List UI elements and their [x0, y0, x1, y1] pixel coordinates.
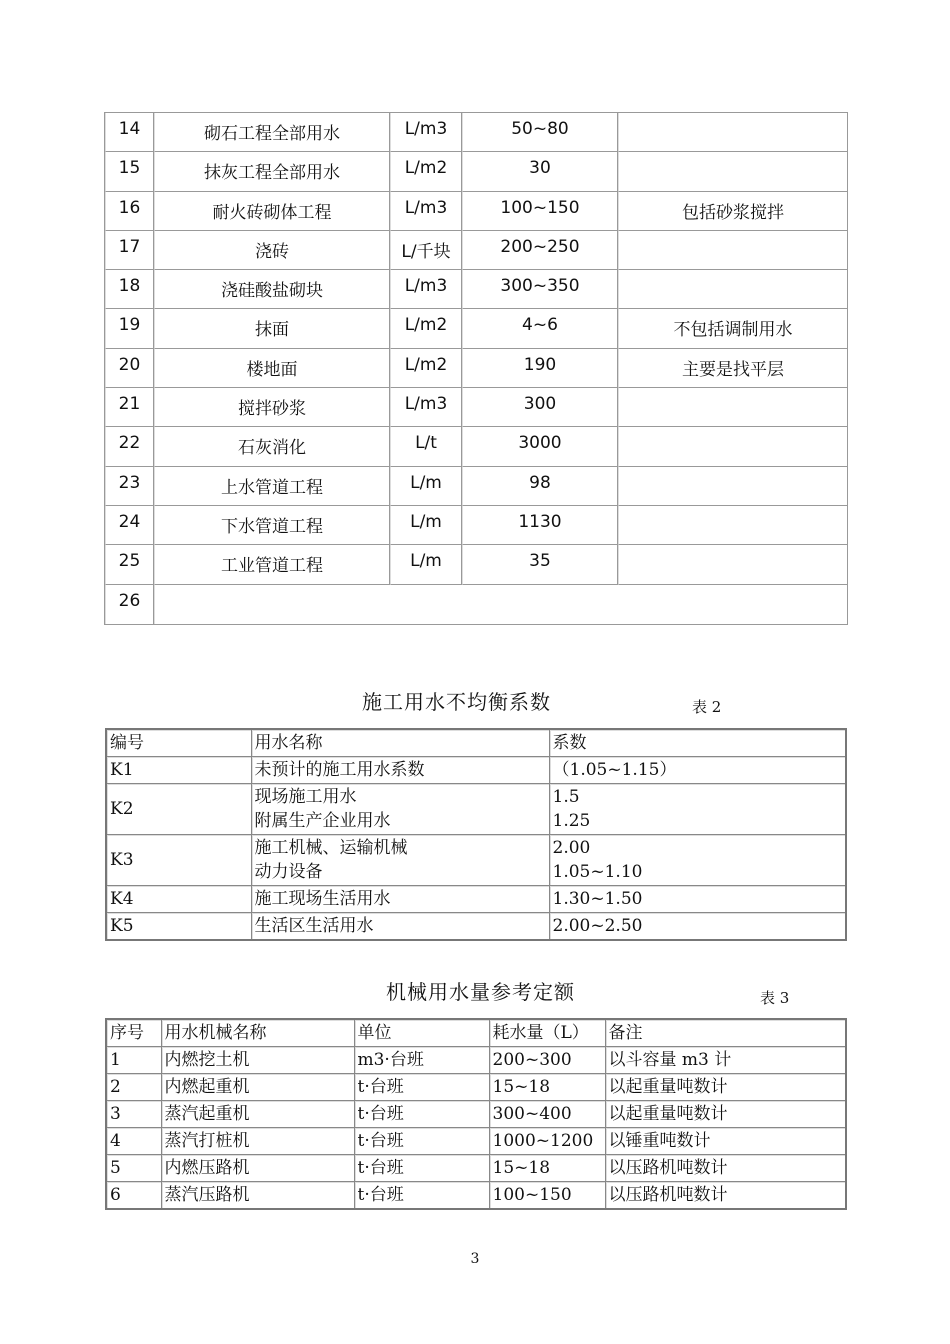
water-quantity: 100~150 — [462, 192, 618, 231]
remark — [618, 113, 847, 152]
table-row — [105, 427, 847, 466]
row-number: 3 — [106, 1101, 161, 1128]
table-row — [105, 349, 847, 388]
water-quantity: 4~6 — [462, 309, 618, 348]
remark — [618, 270, 847, 309]
table-header-row — [106, 1019, 846, 1047]
unit: L/千块 — [390, 231, 462, 270]
water-consumption: 100~150 — [489, 1182, 605, 1210]
unit: L/m — [390, 545, 462, 584]
row-number: 2 — [106, 1074, 161, 1101]
table-row — [106, 835, 846, 886]
table-row — [105, 113, 847, 152]
table-row — [105, 152, 847, 191]
water-quantity: 98 — [462, 467, 618, 506]
unit: L/m3 — [390, 113, 462, 152]
item-name: 抹灰工程全部用水 — [154, 152, 390, 191]
water-usage-table-continued — [104, 112, 848, 625]
row-number: 5 — [106, 1155, 161, 1182]
item-name: 耐火砖砌体工程 — [154, 192, 390, 231]
usage-name-line: 未预计的施工用水系数 — [254, 760, 425, 780]
remark: 以斗容量 m3 计 — [605, 1047, 846, 1074]
table2-label: 表 2 — [692, 698, 722, 716]
row-number: 26 — [105, 585, 154, 624]
unit: L/m — [390, 467, 462, 506]
coefficient-code: K4 — [106, 886, 251, 913]
table-row — [106, 1047, 846, 1074]
unit: t·台班 — [354, 1128, 489, 1155]
machine-name: 蒸汽打桩机 — [161, 1128, 354, 1155]
row-number: 25 — [105, 545, 154, 584]
water-quantity: 190 — [462, 349, 618, 388]
row-number: 16 — [105, 192, 154, 231]
usage-name-line: 附属生产企业用水 — [254, 811, 391, 831]
remark: 以压路机吨数计 — [605, 1182, 846, 1210]
usage-name — [251, 784, 549, 835]
coefficient-value — [549, 913, 846, 941]
row-number: 24 — [105, 506, 154, 545]
water-quantity: 35 — [462, 545, 618, 584]
remark: 主要是找平层 — [618, 349, 847, 388]
column-header: 耗水量（L） — [489, 1019, 605, 1047]
water-consumption: 15~18 — [489, 1074, 605, 1101]
table-row — [106, 913, 846, 941]
remark — [618, 152, 847, 191]
table-row — [106, 1074, 846, 1101]
table-header-row — [106, 729, 846, 757]
remark: 以压路机吨数计 — [605, 1155, 846, 1182]
remark — [618, 427, 847, 466]
usage-name — [251, 757, 549, 784]
row-number: 15 — [105, 152, 154, 191]
usage-name-line: 动力设备 — [254, 862, 323, 882]
unit: L/m — [390, 506, 462, 545]
row-number: 19 — [105, 309, 154, 348]
usage-name-line: 生活区生活用水 — [254, 916, 374, 936]
coefficient-line: 1.25 — [552, 811, 591, 831]
water-quantity: 300~350 — [462, 270, 618, 309]
remark — [618, 467, 847, 506]
usage-name-line: 施工现场生活用水 — [254, 889, 391, 909]
usage-name — [251, 913, 549, 941]
table-row — [105, 467, 847, 506]
row-number: 4 — [106, 1128, 161, 1155]
row-number: 18 — [105, 270, 154, 309]
water-quantity: 50~80 — [462, 113, 618, 152]
water-quantity: 200~250 — [462, 231, 618, 270]
row-number: 6 — [106, 1182, 161, 1210]
water-consumption: 15~18 — [489, 1155, 605, 1182]
row-number: 23 — [105, 467, 154, 506]
machine-name: 蒸汽起重机 — [161, 1101, 354, 1128]
nonuniform-coefficient-table — [105, 728, 847, 941]
water-consumption: 1000~1200 — [489, 1128, 605, 1155]
usage-name-line: 施工机械、运输机械 — [254, 838, 408, 858]
table-row — [106, 1128, 846, 1155]
table-row — [106, 757, 846, 784]
remark — [618, 388, 847, 427]
water-quantity: 300 — [462, 388, 618, 427]
water-consumption: 200~300 — [489, 1047, 605, 1074]
table-row — [106, 1155, 846, 1182]
page-number: 3 — [470, 1251, 480, 1267]
coefficient-value — [549, 757, 846, 784]
coefficient-line: 2.00 — [552, 838, 591, 858]
machinery-water-table — [105, 1018, 847, 1210]
coefficient-line: 1.05~1.10 — [552, 862, 643, 882]
item-name: 下水管道工程 — [154, 506, 390, 545]
coefficient-value — [549, 835, 846, 886]
table-row — [106, 1182, 846, 1210]
water-consumption: 300~400 — [489, 1101, 605, 1128]
machine-name: 内燃压路机 — [161, 1155, 354, 1182]
row-number: 22 — [105, 427, 154, 466]
water-quantity: 3000 — [462, 427, 618, 466]
column-header: 系数 — [549, 729, 846, 757]
coefficient-code: K5 — [106, 913, 251, 941]
usage-name-line: 现场施工用水 — [254, 787, 357, 807]
table-row — [105, 309, 847, 348]
coefficient-line: 2.00~2.50 — [552, 916, 643, 936]
coefficient-value — [549, 784, 846, 835]
table3-title: 机械用水量参考定额 — [386, 980, 575, 1004]
water-quantity: 1130 — [462, 506, 618, 545]
table-row — [105, 270, 847, 309]
remark: 以锤重吨数计 — [605, 1128, 846, 1155]
remark — [618, 506, 847, 545]
coefficient-code: K2 — [106, 784, 251, 835]
item-name: 抹面 — [154, 309, 390, 348]
unit: t·台班 — [354, 1101, 489, 1128]
unit: t·台班 — [354, 1074, 489, 1101]
coefficient-line: 1.5 — [552, 787, 580, 807]
coefficient-code: K1 — [106, 757, 251, 784]
table-row — [105, 192, 847, 231]
item-name: 浇硅酸盐砌块 — [154, 270, 390, 309]
row-number: 1 — [106, 1047, 161, 1074]
item-name: 石灰消化 — [154, 427, 390, 466]
machine-name: 内燃挖土机 — [161, 1047, 354, 1074]
item-name: 工业管道工程 — [154, 545, 390, 584]
column-header: 用水机械名称 — [161, 1019, 354, 1047]
coefficient-line: 1.30~1.50 — [552, 889, 643, 909]
row-number: 14 — [105, 113, 154, 152]
water-quantity: 30 — [462, 152, 618, 191]
unit: L/m2 — [390, 152, 462, 191]
coefficient-value — [549, 886, 846, 913]
item-name: 浇砖 — [154, 231, 390, 270]
unit: L/m3 — [390, 388, 462, 427]
unit: t·台班 — [354, 1182, 489, 1210]
unit: t·台班 — [354, 1155, 489, 1182]
remark: 以起重量吨数计 — [605, 1074, 846, 1101]
unit: L/m2 — [390, 349, 462, 388]
row-number: 21 — [105, 388, 154, 427]
table-row — [105, 545, 847, 584]
remark: 以起重量吨数计 — [605, 1101, 846, 1128]
remark: 包括砂浆搅拌 — [618, 192, 847, 231]
machine-name: 内燃起重机 — [161, 1074, 354, 1101]
unit: L/m3 — [390, 192, 462, 231]
coefficient-code: K3 — [106, 835, 251, 886]
table-row — [106, 1101, 846, 1128]
table-row — [105, 585, 847, 624]
column-header: 备注 — [605, 1019, 846, 1047]
unit: L/m3 — [390, 270, 462, 309]
table-row — [105, 388, 847, 427]
table-row — [105, 506, 847, 545]
table-row — [105, 231, 847, 270]
row-number: 20 — [105, 349, 154, 388]
machine-name: 蒸汽压路机 — [161, 1182, 354, 1210]
unit: L/m2 — [390, 309, 462, 348]
item-name: 搅拌砂浆 — [154, 388, 390, 427]
table-row — [106, 886, 846, 913]
table3-label: 表 3 — [760, 989, 790, 1007]
item-name: 上水管道工程 — [154, 467, 390, 506]
remark — [618, 545, 847, 584]
table-row — [106, 784, 846, 835]
coefficient-line: （1.05~1.15） — [552, 760, 677, 780]
table2-title: 施工用水不均衡系数 — [362, 690, 551, 714]
row-number: 17 — [105, 231, 154, 270]
empty-merged-cell — [154, 585, 847, 624]
remark: 不包括调制用水 — [618, 309, 847, 348]
item-name: 楼地面 — [154, 349, 390, 388]
column-header: 编号 — [106, 729, 251, 757]
column-header: 单位 — [354, 1019, 489, 1047]
column-header: 用水名称 — [251, 729, 549, 757]
item-name: 砌石工程全部用水 — [154, 113, 390, 152]
column-header: 序号 — [106, 1019, 161, 1047]
usage-name — [251, 835, 549, 886]
unit: L/t — [390, 427, 462, 466]
unit: m3·台班 — [354, 1047, 489, 1074]
usage-name — [251, 886, 549, 913]
remark — [618, 231, 847, 270]
